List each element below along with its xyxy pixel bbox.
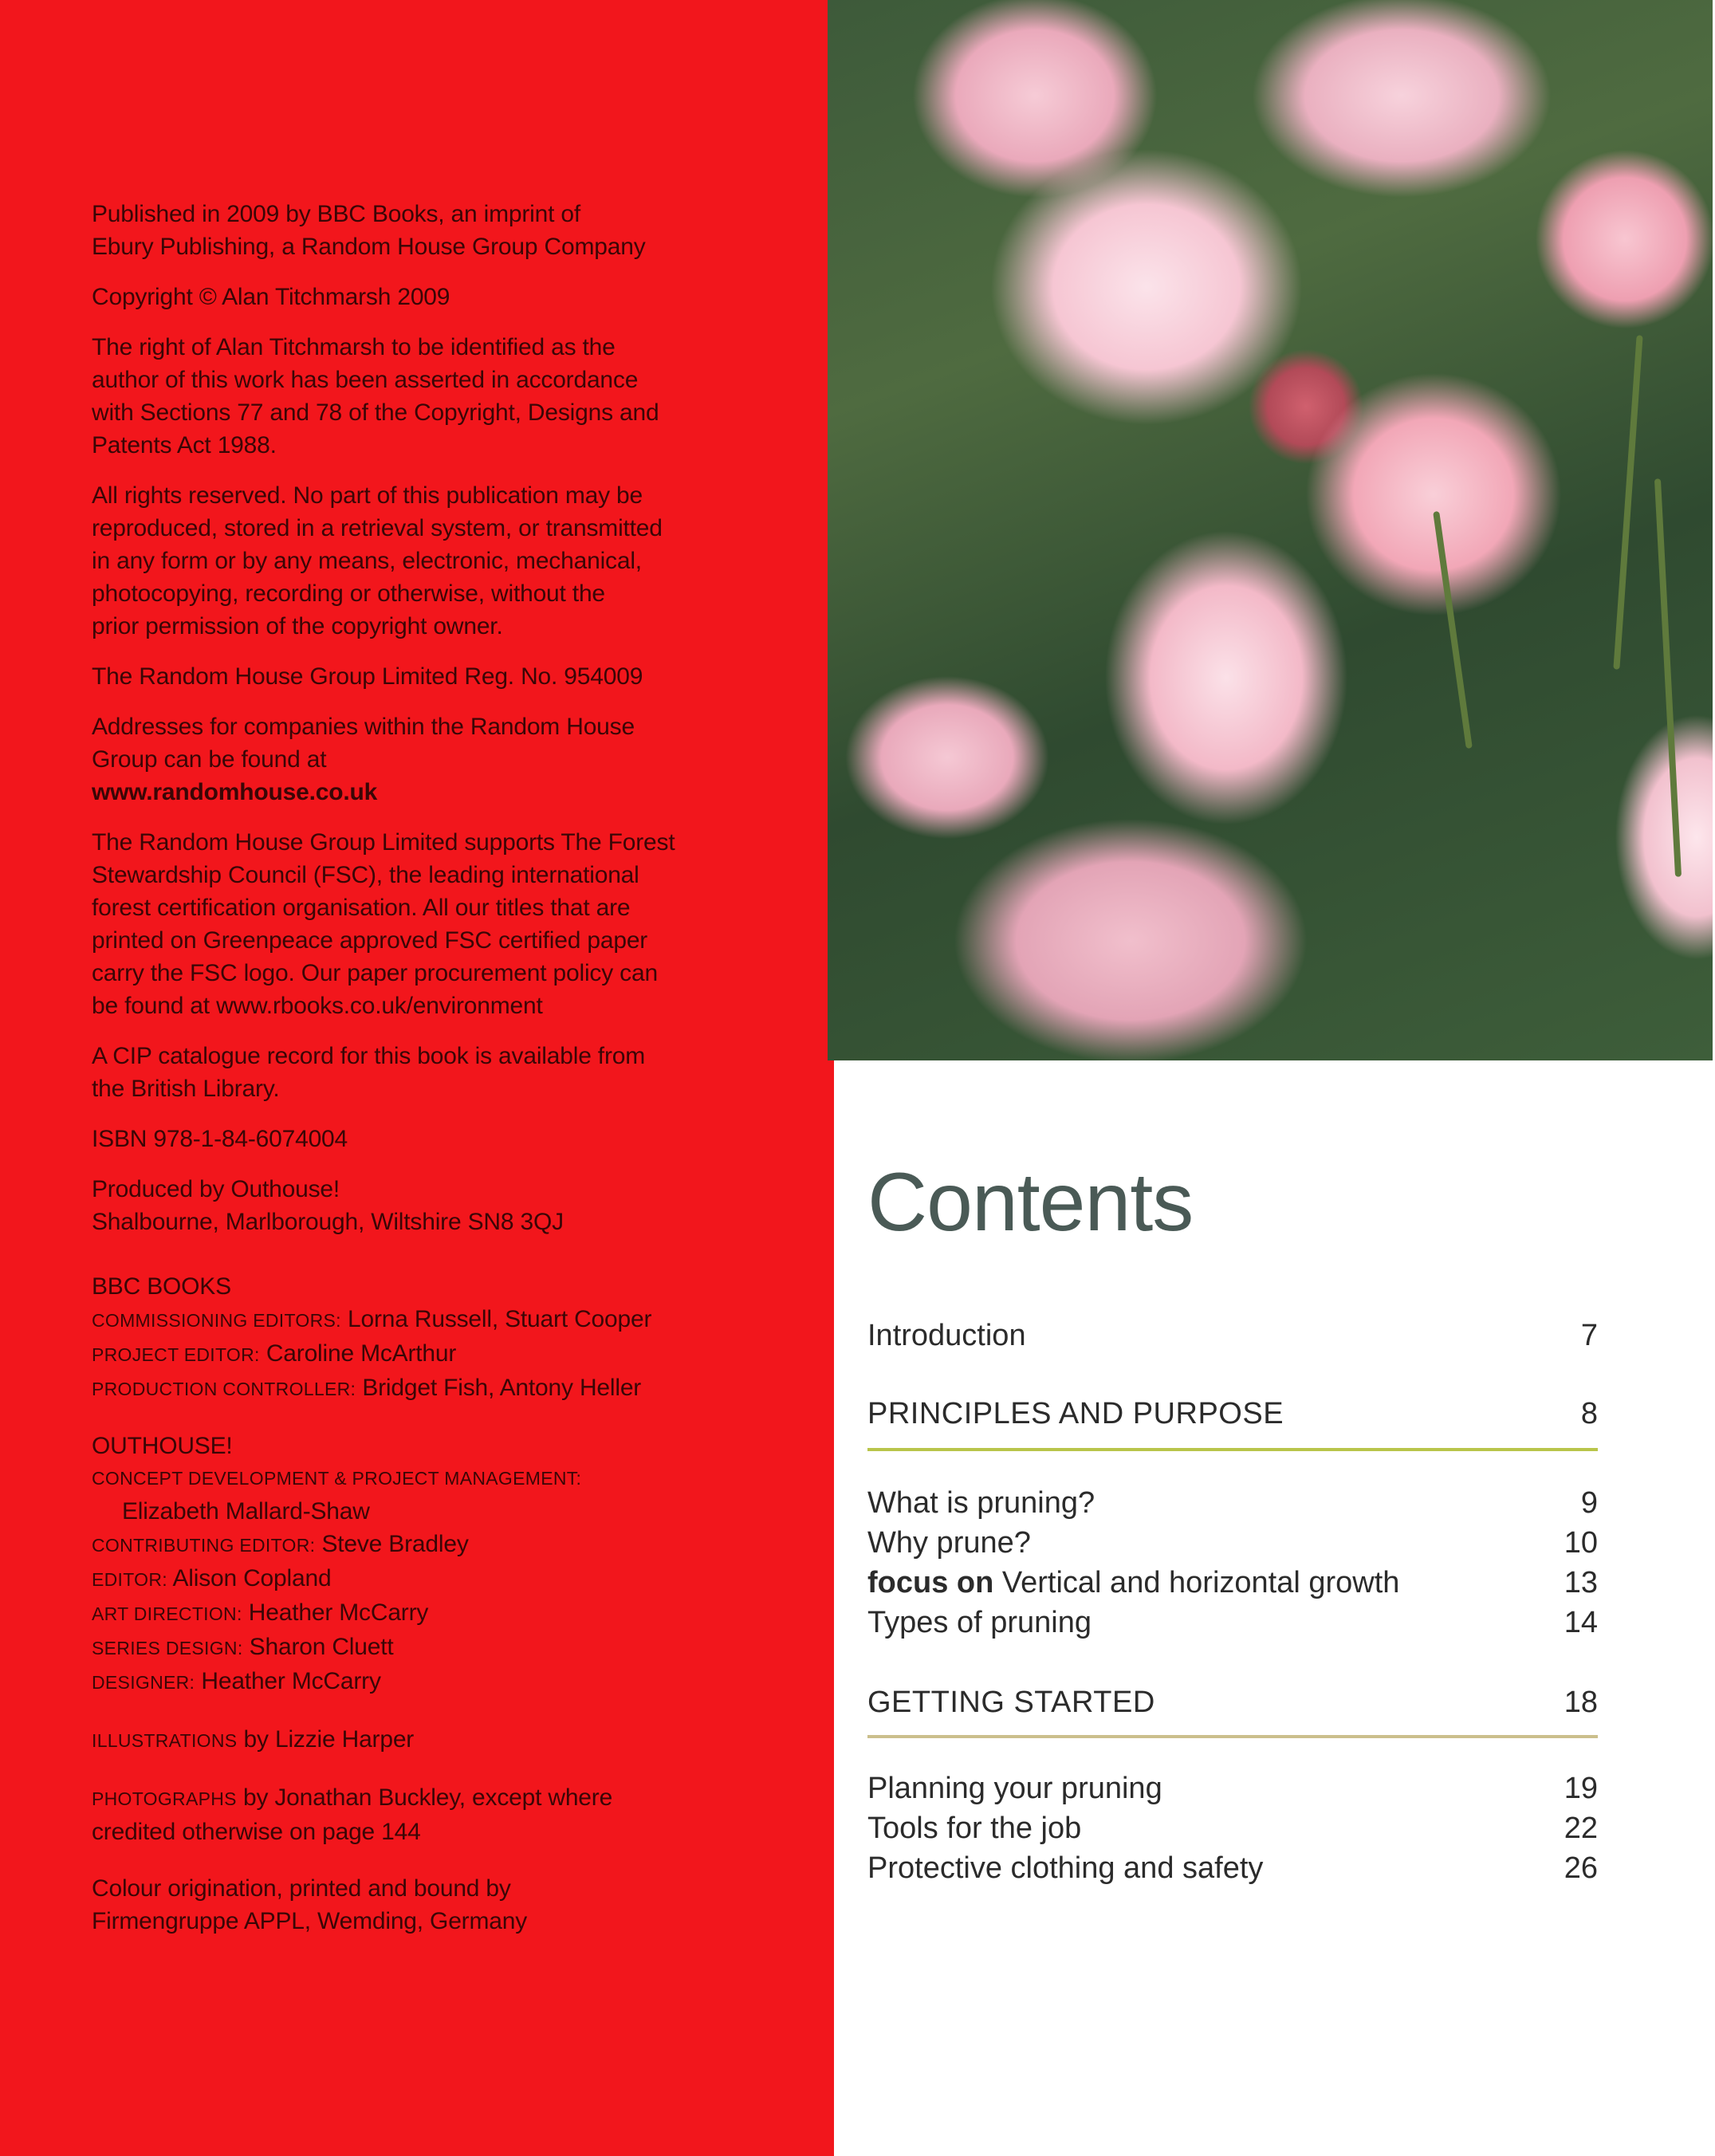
pink-roses-photo — [828, 0, 1713, 1060]
imprint-panel — [0, 0, 834, 2156]
printing-credit: Colour origination, printed and bound by Firmengruppe APPL, Wemding, Germany — [92, 1875, 528, 1934]
credit-line: COMMISSIONING EDITORS: Lorna Russell, Stuart Cooper — [92, 1306, 652, 1332]
rose-stem — [1654, 478, 1682, 877]
toc-entry-introduction[interactable]: Introduction 7 — [867, 1319, 1598, 1352]
toc-entry-planning[interactable]: Planning your pruning 19 — [867, 1772, 1598, 1805]
bbc-books-heading: BBC BOOKS — [92, 1273, 231, 1300]
focus-label: focus on — [867, 1566, 994, 1599]
toc-entry-protective-clothing[interactable]: Protective clothing and safety 26 — [867, 1851, 1598, 1885]
randomhouse-link[interactable]: www.randomhouse.co.uk — [92, 779, 378, 805]
outhouse-credits — [92, 1430, 777, 1699]
registration-number: The Random House Group Limited Reg. No. 954009 — [92, 663, 643, 690]
cip-statement: A CIP catalogue record for this book is available from the British Library. — [92, 1043, 646, 1102]
rose-stem — [1433, 511, 1473, 749]
concept-name: Elizabeth Mallard-Shaw — [122, 1498, 370, 1525]
credit-line: EDITOR: Alison Copland — [92, 1565, 332, 1591]
credit-line: ART DIRECTION: Heather McCarry — [92, 1599, 429, 1626]
producer-statement: Produced by Outhouse! Shalbourne, Marlborough, Wiltshire SN8 3QJ — [92, 1176, 564, 1235]
toc-entry-tools[interactable]: Tools for the job 22 — [867, 1812, 1598, 1845]
toc-entry-what-is-pruning[interactable]: What is pruning? 9 — [867, 1486, 1598, 1520]
credit-line: SERIES DESIGN: Sharon Cluett — [92, 1634, 394, 1660]
toc-entry-types-of-pruning[interactable]: Types of pruning 14 — [867, 1606, 1598, 1639]
outhouse-heading: OUTHOUSE! — [92, 1433, 233, 1459]
credit-line: DESIGNER: Heather McCarry — [92, 1668, 381, 1694]
toc-entry-why-prune[interactable]: Why prune? 10 — [867, 1526, 1598, 1560]
bbc-books-credits — [92, 1270, 777, 1406]
publisher-statement: Published in 2009 by BBC Books, an imprint of Ebury Publishing, a Random House Group Company — [92, 201, 646, 260]
imprint-text — [92, 198, 777, 1955]
fsc-statement: The Random House Group Limited supports The Forest Stewardship Council (FSC), the leading international forest certification organisation. All our titles that are printed on Greenpeace approved FSC certified paper carry the FSC logo. Our paper procurement policy can be found at www.rbooks.co.uk/environment — [92, 829, 675, 1019]
isbn: ISBN 978-1-84-6074004 — [92, 1126, 348, 1152]
section-divider — [867, 1448, 1598, 1451]
credit-line: PROJECT EDITOR: Caroline McArthur — [92, 1340, 457, 1367]
concept-role: CONCEPT DEVELOPMENT & PROJECT MANAGEMENT: — [92, 1468, 582, 1489]
credit-line: CONTRIBUTING EDITOR: Steve Bradley — [92, 1531, 469, 1557]
copyright-line: Copyright © Alan Titchmarsh 2009 — [92, 284, 450, 310]
page-title: Contents — [867, 1156, 1194, 1249]
toc-section-principles[interactable]: PRINCIPLES AND PURPOSE 8 — [867, 1397, 1598, 1430]
rose-stem — [1613, 335, 1642, 670]
moral-rights-statement: The right of Alan Titchmarsh to be identified as the author of this work has been asserted in accordance with Sections 77 and 78 of the Copyright, Designs and Patents Act 1988. — [92, 334, 659, 458]
toc-section-getting-started[interactable]: GETTING STARTED 18 — [867, 1686, 1598, 1719]
addresses-statement: Addresses for companies within the Random House Group can be found at www.randomhouse.co.uk — [92, 710, 777, 808]
photographs-credit: PHOTOGRAPHS by Jonathan Buckley, except where credited otherwise on page 144 — [92, 1784, 613, 1845]
toc-entry-focus-growth[interactable]: focus on Vertical and horizontal growth 13 — [867, 1566, 1598, 1599]
credit-line: PRODUCTION CONTROLLER: Bridget Fish, Antony Heller — [92, 1375, 642, 1401]
illustrations-credit: ILLUSTRATIONS by Lizzie Harper — [92, 1726, 415, 1753]
rights-reserved-statement: All rights reserved. No part of this publication may be reproduced, stored in a retrieval system, or transmitted in any form or by any means, electronic, mechanical, photocopying, recording or otherwise, without the prior permission of the copyright owner. — [92, 482, 663, 639]
section-divider — [867, 1735, 1598, 1738]
